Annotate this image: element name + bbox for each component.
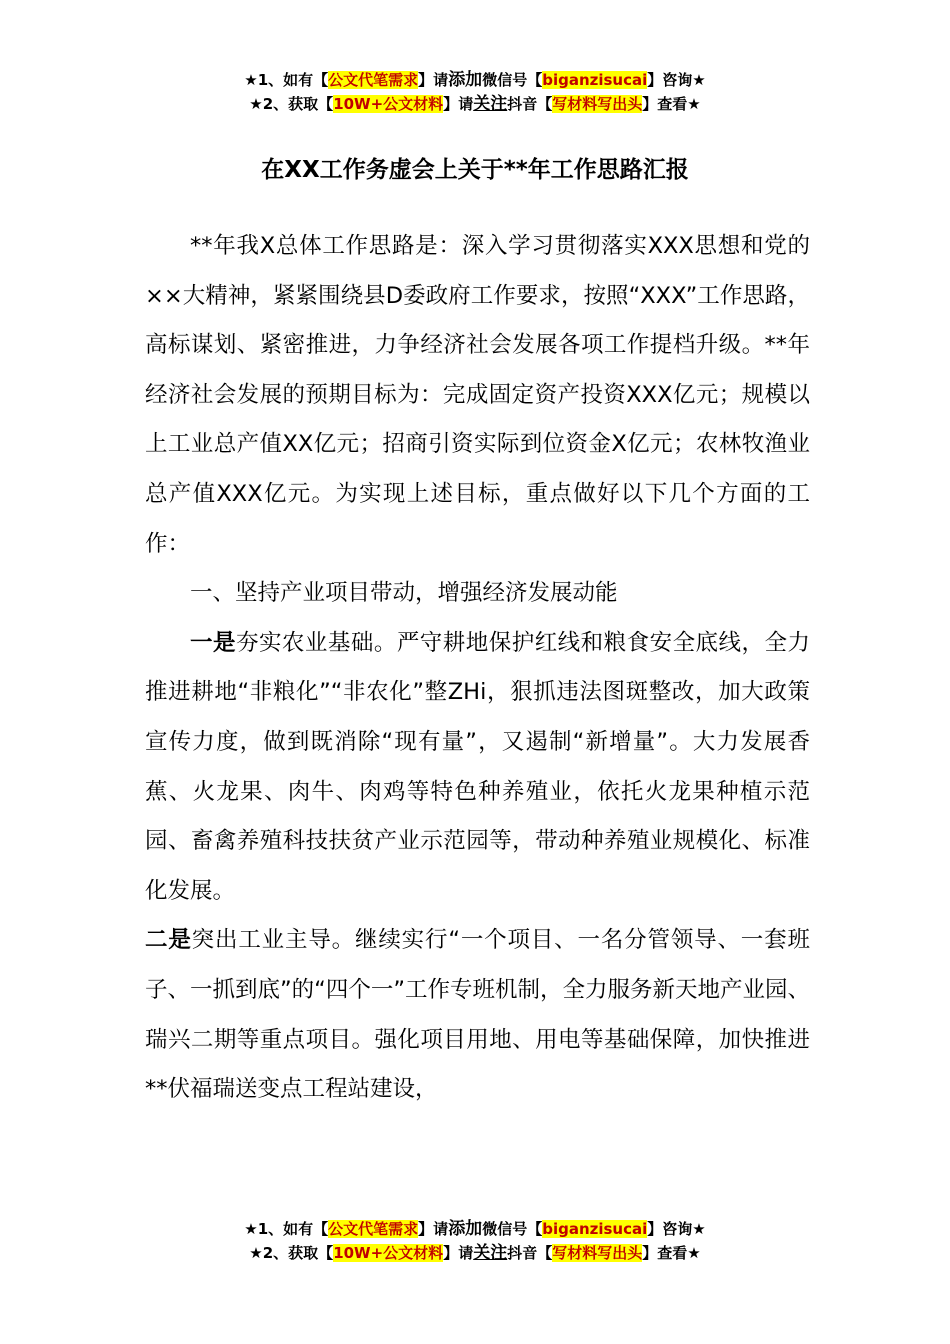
- banner-text: 】咨询: [647, 71, 693, 89]
- banner-highlight: 10W+公文材料: [333, 95, 444, 113]
- banner-text: 】查看: [642, 1244, 688, 1262]
- banner-line-2: [0, 92, 950, 116]
- item-paragraph: [145, 916, 810, 1114]
- section-heading: 一、坚持产业项目带动，增强经济发展动能: [190, 580, 618, 607]
- item-text: 突出工业主导。继续实行“一个项目、一名分管领导、一套班子、一抓到底”的“四个一”工作专班机制，全力服务新天地产业园、瑞兴二期等重点项目。强化项目用地、用电等基础保障，加快推进**伏福瑞送变点工程站建设，: [145, 927, 810, 1103]
- banner-text: 】请: [418, 71, 449, 89]
- banner-text: 抖音【: [507, 95, 553, 113]
- banner-text: 】咨询: [647, 1220, 693, 1238]
- banner-text: 微信号【: [482, 1220, 543, 1238]
- banner-line-1: [0, 68, 950, 92]
- header-banner: [0, 68, 950, 116]
- banner-highlight: 10W+公文材料: [333, 1244, 444, 1262]
- banner-text: 】查看: [642, 95, 688, 113]
- banner-line-1: [0, 1217, 950, 1241]
- banner-highlight: biganzisucai: [542, 1220, 648, 1238]
- banner-text: 】请: [443, 1244, 474, 1262]
- document-title: 在XX工作务虚会上关于**年工作思路汇报: [261, 157, 689, 183]
- banner-text: 添加: [448, 1219, 483, 1239]
- banner-text: 抖音【: [507, 1244, 553, 1262]
- banner-text: 】请: [418, 1220, 449, 1238]
- banner-highlight: 写材料写出头: [552, 1244, 643, 1262]
- banner-highlight: 写材料写出头: [552, 95, 643, 113]
- banner-text: 2、获取【: [262, 95, 334, 113]
- star-icon: ★: [249, 1244, 263, 1262]
- star-icon: ★: [244, 1220, 258, 1238]
- banner-highlight: biganzisucai: [542, 71, 648, 89]
- banner-text: 关注: [473, 1243, 508, 1263]
- banner-text: 】请: [443, 95, 474, 113]
- banner-line-2: [0, 1241, 950, 1265]
- banner-text: 微信号【: [482, 71, 543, 89]
- star-icon: ★: [692, 1220, 706, 1238]
- banner-text: 1、如有【: [257, 71, 329, 89]
- item-paragraph: [145, 619, 810, 917]
- star-icon: ★: [687, 95, 701, 113]
- banner-text: 关注: [473, 94, 508, 114]
- banner-text: 1、如有【: [257, 1220, 329, 1238]
- banner-text: 添加: [448, 70, 483, 90]
- banner-highlight: 公文代笔需求: [328, 71, 419, 89]
- item-lead: 一是: [190, 629, 236, 656]
- document-body: [145, 222, 810, 1115]
- footer-banner: [0, 1217, 950, 1265]
- intro-paragraph: **年我X总体工作思路是：深入学习贯彻落实XXX思想和党的××大精神，紧紧围绕县D委政府工作要求，按照“XXX”工作思路，高标谋划、紧密推进，力争经济社会发展各项工作提档升级。**年经济社会发展的预期目标为：完成固定资产投资XXX亿元；规模以上工业总产值XX亿元；招商引资实际到位资金X亿元；农林牧渔业总产值XXX亿元。为实现上述目标，重点做好以下几个方面的工作：: [145, 233, 810, 557]
- star-icon: ★: [692, 71, 706, 89]
- star-icon: ★: [687, 1244, 701, 1262]
- star-icon: ★: [244, 71, 258, 89]
- star-icon: ★: [249, 95, 263, 113]
- banner-highlight: 公文代笔需求: [328, 1220, 419, 1238]
- item-text: 夯实农业基础。严守耕地保护红线和粮食安全底线，全力推进耕地“非粮化”“非农化”整ZHi，狠抓违法图斑整改，加大政策宣传力度，做到既消除“现有量”，又遏制“新增量”。大力发展香蕉、火龙果、肉牛、肉鸡等特色种养殖业，依托火龙果种植示范园、畜禽养殖科技扶贫产业示范园等，带动种养殖业规模化、标准化发展。: [145, 629, 810, 904]
- item-lead: 二是: [145, 927, 192, 954]
- banner-text: 2、获取【: [262, 1244, 334, 1262]
